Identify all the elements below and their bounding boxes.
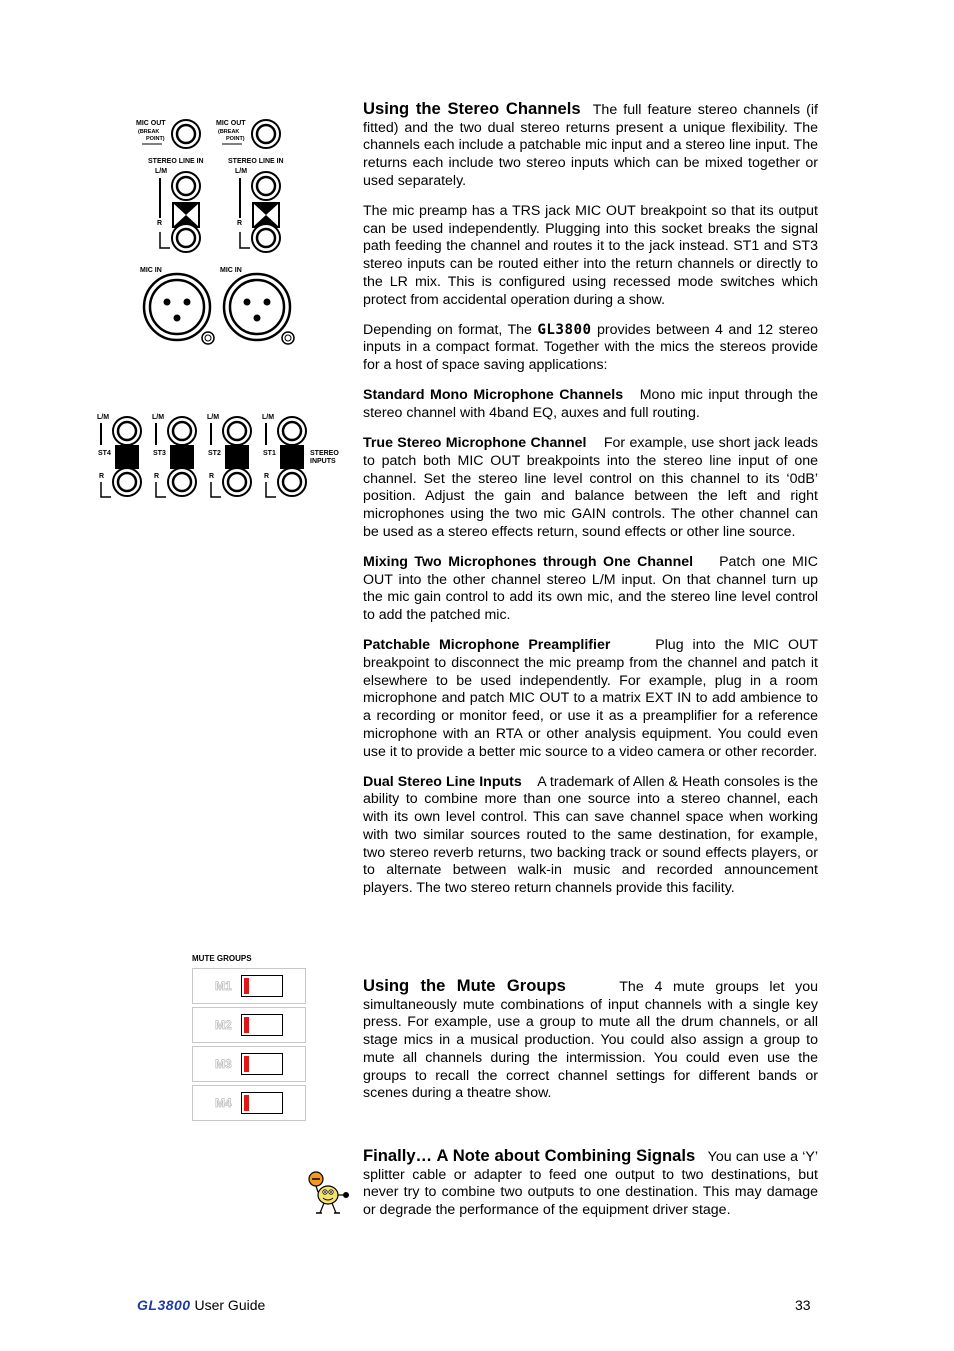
item-title: Dual Stereo Line Inputs	[363, 773, 522, 790]
finally-paragraph	[363, 1147, 818, 1220]
item-title: Standard Mono Microphone Channels	[363, 387, 624, 404]
mute-led	[244, 978, 249, 994]
r-label: R	[157, 220, 163, 227]
stereo-returns-panel	[95, 405, 350, 505]
channel-connector-panel	[130, 110, 310, 355]
mute-groups-title: MUTE GROUPS	[192, 954, 252, 963]
stereo-intro-text: The full feature stereo channels (if fitted) and the two dual stereo returns present a unique flexibility. The channels each include a patchable mic input and a stereo line input. The returns each include two stereo inputs which can be mixed together or used separately.	[363, 102, 818, 189]
stereo-intro-paragraph	[363, 100, 818, 191]
item-text: Patch one MIC OUT into the other channel stereo L/M input. On that channel turn up the mic gain control to add its own mic, and the stereo line level control to add the patched mic.	[363, 553, 818, 624]
item-text: For example, use short jack leads to patch both MIC OUT breakpoints into the stereo line input of one channel. Set the stereo line level control on this channel to its ‘0dB’ position. Adjust the gain and balance between the left and right microphones using the two mic GAIN controls. The other channel can be used as a stereo effects return, sound effects or other line source.	[363, 435, 818, 540]
item-title: Patchable Microphone Preamplifier	[363, 637, 611, 654]
mute-key[interactable]	[241, 1092, 283, 1114]
lm-label: L/M	[235, 168, 248, 175]
mute-text: The 4 mute groups let you simultaneously mute combinations of input channels with a single key press. For example, use a group to mute all the drum channels, or all stage mics in a musical production. You could also assign a group to mute all channels during the intermission. You could even use the groups to recall the correct channel settings for different bands or scenes during a theatre show.	[363, 979, 819, 1102]
mute-group-row	[192, 1007, 306, 1043]
footer-logo: GL3800	[137, 1297, 191, 1313]
gl3800-logo: GL3800	[537, 321, 592, 338]
mute-key[interactable]	[241, 1053, 283, 1075]
item-text: A trademark of Allen & Heath consoles is the ability to combine more than one source into a stereo channel, each with its own level control. This can save channel space when working with two similar sources routed to the same destination, for example, two stereo reverb returns, two backing track or sound effects players, or to alternate between walk-in music and recorded announcement players. The two stereo return channels provide this facility.	[363, 773, 818, 896]
lm-label: L/M	[262, 414, 275, 421]
lm-label: L/M	[155, 168, 168, 175]
divider-block	[115, 445, 139, 469]
mute-group-row	[192, 968, 306, 1004]
channel-a	[136, 120, 214, 344]
r-label: R	[264, 473, 270, 480]
finally-section	[363, 1147, 818, 1220]
application-item	[363, 435, 818, 541]
lm-label: L/M	[97, 414, 110, 421]
stereo-section	[363, 100, 818, 898]
mute-group-label: M2	[215, 1018, 232, 1032]
warning-character-icon	[306, 1168, 352, 1216]
page-number: 33	[795, 1297, 811, 1313]
point-label: POINT)	[226, 136, 245, 142]
stereo-paragraph-2: The mic preamp has a TRS jack MIC OUT breakpoint so that its output can be used independently. Plugging into this socket breaks the signal path feeding the channel and routes it to the jack instead. ST1 and ST3 stereo inputs can be routed either into the return channels or directly to the LR mix. This is configured using recessed mode switches which protect from accidental operation during a show.	[363, 203, 818, 308]
application-item	[363, 637, 818, 761]
break-label: (BREAK	[218, 129, 240, 135]
item-title: True Stereo Microphone Channel	[363, 435, 587, 452]
st-label: ST3	[153, 450, 166, 457]
return-st1	[262, 414, 306, 497]
mute-led	[244, 1095, 249, 1111]
mute-group-row	[192, 1085, 306, 1121]
return-st3	[152, 414, 196, 497]
r-label: R	[99, 473, 105, 480]
lm-label: L/M	[207, 414, 220, 421]
break-label: (BREAK	[138, 129, 160, 135]
mute-key[interactable]	[241, 1014, 283, 1036]
r-label: R	[154, 473, 160, 480]
mic-in-label: MIC IN	[140, 267, 162, 274]
divider-block	[280, 445, 304, 469]
lm-label: L/M	[152, 414, 165, 421]
stereo-paragraph-3: Depending on format, The GL3800 provides between 4 and 12 stereo inputs in a compact format. Together with the mics the stereos provide for a host of space saving applications:	[363, 321, 819, 374]
finally-heading: Finally… A Note about Combining Signals	[363, 1146, 696, 1165]
st-label: ST1	[263, 450, 276, 457]
mute-section	[363, 977, 818, 1103]
st-label: ST2	[208, 450, 221, 457]
mute-groups-panel	[192, 954, 306, 1121]
mute-group-label: M3	[215, 1057, 232, 1071]
r-label: R	[209, 473, 215, 480]
stereo-inputs-label-1: STEREO	[310, 450, 339, 457]
st-label: ST4	[98, 450, 111, 457]
point-label: POINT)	[146, 136, 165, 142]
mute-led	[244, 1056, 249, 1072]
mic-out-label: MIC OUT	[216, 120, 246, 127]
mute-group-row	[192, 1046, 306, 1082]
return-st2	[207, 414, 251, 497]
stereo-heading: Using the Stereo Channels	[363, 99, 581, 118]
stereo-line-in-label: STEREO LINE IN	[228, 158, 284, 165]
item-title: Mixing Two Microphones through One Channel	[363, 553, 694, 570]
item-text: Mono mic input through the stereo channel with 4band EQ, auxes and full routing.	[363, 387, 818, 422]
mic-out-label: MIC OUT	[136, 120, 166, 127]
mute-paragraph	[363, 977, 818, 1103]
item-text: Plug into the MIC OUT breakpoint to disconnect the mic preamp from the channel and patch it elsewhere to be used independently. For example, plug in a room microphone and patch MIC OUT to a matrix EXT IN to add ambience to a recording or monitor feed, or use it as a preamplifier for a reference microphone with an RTA or other analysis equipment. You could even use it to provide a better mic source to a video camera or other recorder.	[363, 637, 818, 760]
footer-label: User Guide	[194, 1297, 266, 1313]
divider-block	[225, 445, 249, 469]
return-st4	[97, 414, 141, 497]
finally-text: You can use a ‘Y’ splitter cable or adapter to feed one output to two destinations, but never try to combine two outputs to one destination. This may damage or degrade the performance of the equipment driver stage.	[363, 1149, 818, 1219]
mute-key[interactable]	[241, 975, 283, 997]
footer-left	[137, 1297, 265, 1313]
mute-heading: Using the Mute Groups	[363, 976, 566, 995]
application-item	[363, 387, 818, 422]
divider-block	[170, 445, 194, 469]
mute-group-label: M4	[215, 1096, 232, 1110]
r-label: R	[237, 220, 243, 227]
mute-group-label: M1	[215, 979, 232, 993]
application-item	[363, 774, 818, 898]
application-item	[363, 554, 818, 625]
mic-in-label: MIC IN	[220, 267, 242, 274]
stereo-line-in-label: STEREO LINE IN	[148, 158, 204, 165]
channel-b	[216, 120, 294, 344]
mute-led	[244, 1017, 249, 1033]
stereo-inputs-label-2: INPUTS	[310, 458, 336, 465]
